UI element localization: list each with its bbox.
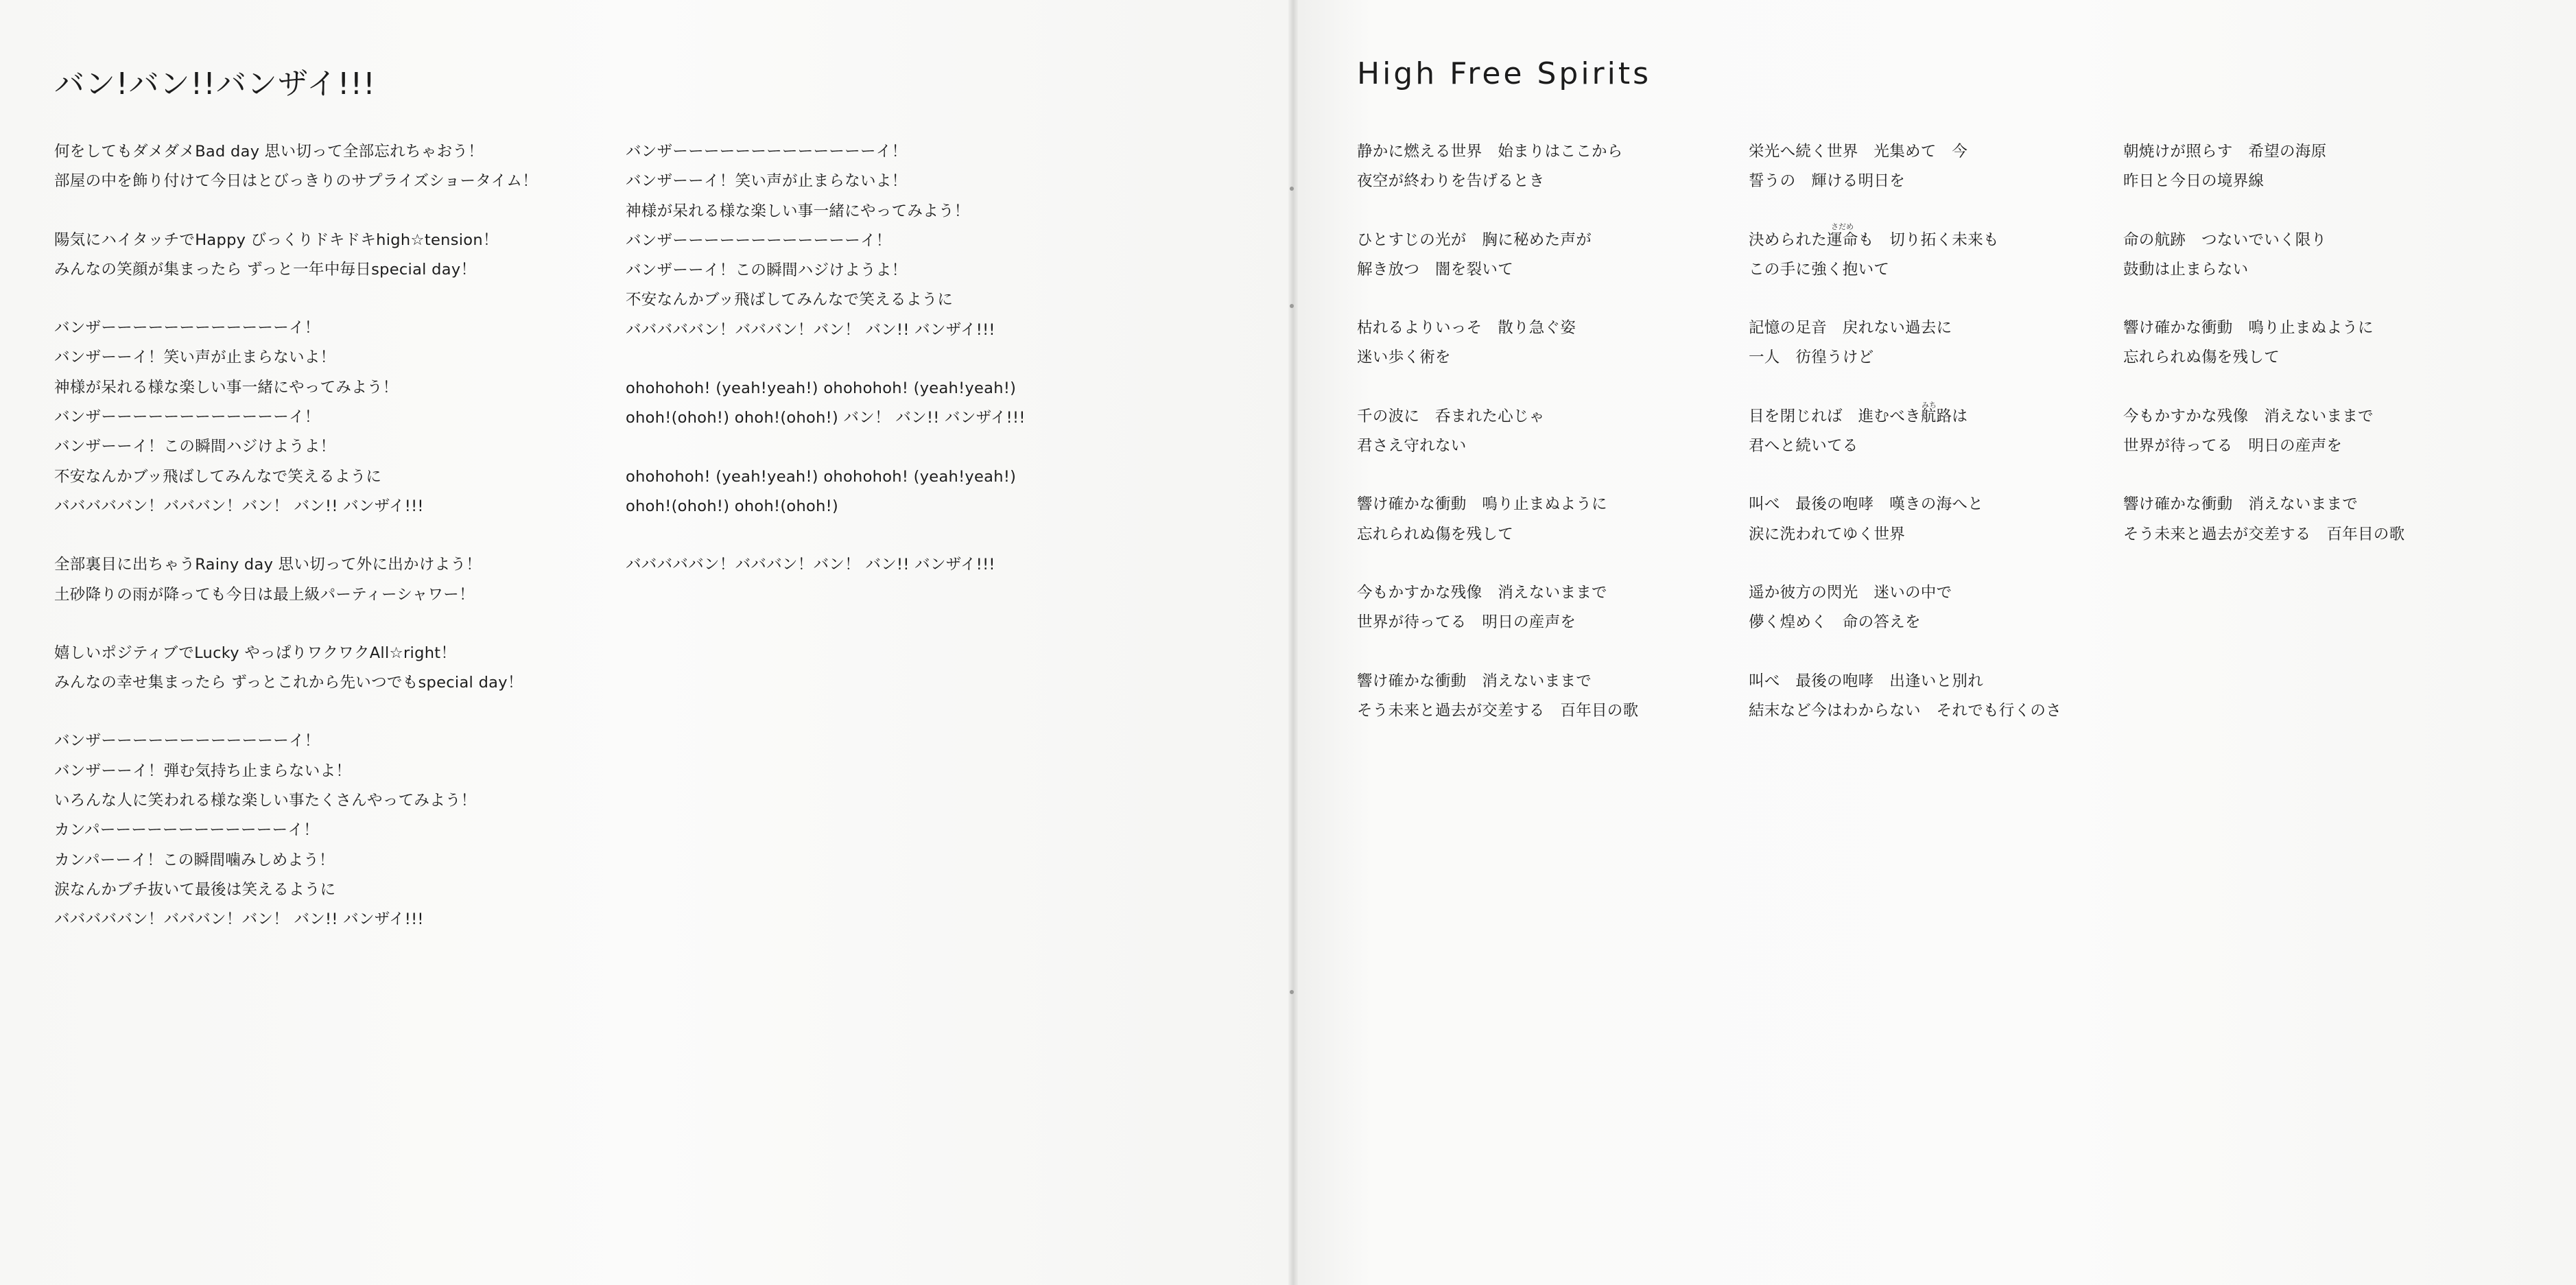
lyric-line: カンパーーイ！この瞬間噛みしめよう！ (54, 851, 335, 869)
lyric-line: 解き放つ 闇を裂いて (1357, 260, 1514, 279)
lyric-line: 全部裏目に出ちゃうRainy day 思い切って外に出かけよう！ (54, 556, 482, 574)
lyric-stanza (626, 374, 1026, 434)
lyric-line: みんなの笑顔が集まったら ずっと一年中毎日special day！ (54, 260, 477, 279)
lyric-line: 神様が呆れる様な楽しい事一緒にやってみよう！ (54, 378, 399, 397)
lyric-stanza (1749, 578, 2061, 638)
lyrics-column (2123, 137, 2404, 578)
lyric-line: 今もかすかな残像 消えないままで (1357, 583, 1607, 602)
lyric-stanza (2123, 402, 2404, 462)
lyric-stanza (1357, 578, 1638, 638)
lyric-stanza (2123, 490, 2404, 550)
lyric-stanza (1357, 667, 1638, 727)
lyric-stanza (54, 137, 538, 197)
lyric-line: バンザーーーーーーーーーーーーイ！ (54, 408, 320, 427)
lyric-line: 何をしてもダメダメBad day 思い切って全部忘れちゃおう！ (54, 143, 484, 161)
lyric-line: 誓うの 輝ける明日を (1749, 172, 1906, 191)
lyric-line: バンザーーーーーーーーーーーーイ！ (54, 732, 320, 751)
lyric-stanza (1749, 667, 2061, 727)
lyric-stanza (54, 314, 538, 521)
lyric-line: バンザーーイ！この瞬間ハジけようよ！ (54, 438, 336, 456)
lyric-stanza (54, 727, 538, 934)
lyric-line: バンザーーイ！笑い声が止まらないよ！ (626, 172, 908, 191)
lyric-line: 土砂降りの雨が降っても今日は最上級パーティーシャワー！ (54, 585, 475, 604)
lyric-stanza (1357, 226, 1638, 285)
lyric-stanza (54, 550, 538, 610)
lyric-stanza (1357, 314, 1638, 373)
lyric-line: 不安なんかブッ飛ばしてみんなで笑えるように (54, 467, 382, 486)
lyric-line: バババババン！バババン！バン！ バン!! バンザイ!!! (626, 556, 995, 574)
lyric-line: 昨日と今日の境界線 (2123, 172, 2265, 191)
lyric-line: みんなの幸せ集まったら ずっとこれから先いつでもspecial day！ (54, 674, 523, 692)
lyric-line: 叫べ 最後の咆哮 出逢いと別れ (1749, 672, 1984, 690)
lyric-line: ohohohoh! (yeah!yeah!) ohohohoh! (yeah!yeah!) (626, 379, 1017, 398)
lyric-line: 夜空が終わりを告げるとき (1357, 172, 1545, 191)
lyric-line: バンザーーーーーーーーーーーーーイ！ (626, 143, 908, 161)
ruby-annotation: さだめ (1831, 222, 1854, 231)
lyric-line: 千の波に 呑まれた心じゃ (1357, 407, 1545, 425)
lyric-line: 響け確かな衝動 鳴り止まぬように (1357, 495, 1607, 514)
lyric-line: 忘れられぬ傷を残して (1357, 525, 1514, 543)
lyric-line: 栄光へ続く世界 光集めて 今 (1749, 143, 1968, 161)
lyrics-column (54, 137, 538, 964)
ruby-annotation: みち (1922, 401, 1937, 410)
lyric-line: 結末など今はわからない それでも行くのさ (1749, 701, 2062, 720)
song-title-banzai: バン!バン!!バンザイ!!! (54, 67, 376, 102)
lyric-line: 世界が待ってる 明日の産声を (2123, 437, 2343, 456)
lyric-stanza (54, 639, 538, 698)
lyric-line: バババババン！バババン！バン！ バン!! バンザイ!!! (626, 320, 995, 339)
lyric-line: 部屋の中を飾り付けて今日はとびっきりのサプライズショータイム！ (54, 172, 539, 191)
lyric-line: バンザーーイ！この瞬間ハジけようよ！ (626, 261, 908, 280)
lyric-line: 君さえ守れない (1357, 437, 1467, 456)
lyric-line: 響け確かな衝動 消えないままで (1357, 672, 1592, 690)
lyric-line: 君へと続いてる (1749, 437, 1858, 456)
lyric-line: バンザーーイ！弾む気持ち止まらないよ！ (54, 762, 352, 780)
lyric-line: そう未来と過去が交差する 百年目の歌 (1357, 701, 1639, 720)
lyric-line: ひとすじの光が 胸に秘めた声が (1357, 231, 1592, 249)
binding-mark (1290, 304, 1294, 308)
lyric-stanza (1749, 490, 2061, 550)
lyric-line: 響け確かな衝動 鳴り止まぬように (2123, 319, 2374, 338)
lyric-line: 決められた運命も 切り拓く未来も (1749, 231, 1999, 249)
lyric-line: 嬉しいポジティブでLucky やっぱりワクワクAll☆right！ (54, 644, 457, 662)
lyric-line: 目を閉じれば 進むべき航路は (1749, 407, 1968, 425)
lyric-line: 儚く煌めく 命の答えを (1749, 613, 1921, 632)
lyric-line: ohoh!(ohoh!) ohoh!(ohoh!) (626, 497, 839, 515)
lyric-line: バンザーーーーーーーーーーーーイ！ (626, 231, 892, 250)
lyric-stanza (1357, 490, 1638, 550)
lyric-stanza (1749, 137, 2061, 197)
lyric-line: バババババン！バババン！バン！ バン!! バンザイ!!! (54, 497, 424, 515)
lyric-line: 忘れられぬ傷を残して (2123, 349, 2280, 367)
lyric-line: 神様が呆れる様な楽しい事一緒にやってみよう！ (626, 202, 970, 220)
lyric-line: 朝焼けが照らす 希望の海原 (2123, 143, 2327, 161)
lyric-stanza (626, 550, 1026, 580)
lyric-stanza (1749, 314, 2061, 373)
lyric-stanza (2123, 226, 2404, 285)
lyric-line: ohoh!(ohoh!) ohoh!(ohoh!) バン！ バン!! バンザイ!!! (626, 409, 1026, 427)
lyric-line: 涙に洗われてゆく世界 (1749, 525, 1906, 543)
lyric-line: 枯れるよりいっそ 散り急ぐ姿 (1357, 319, 1576, 338)
binding-mark (1290, 990, 1294, 994)
lyric-line: いろんな人に笑われる様な楽しい事たくさんやってみよう！ (54, 792, 477, 810)
lyrics-column (1357, 137, 1638, 755)
lyric-line: 不安なんかブッ飛ばしてみんなで笑えるように (626, 291, 954, 309)
lyric-line: 世界が待ってる 明日の産声を (1357, 613, 1576, 632)
lyric-line: 記憶の足音 戻れない過去に (1749, 319, 1952, 338)
lyrics-column (626, 137, 1026, 609)
lyric-stanza (1749, 402, 2061, 462)
lyric-line: バババババン！バババン！バン！ バン!! バンザイ!!! (54, 910, 424, 929)
lyric-line: カンパーーーーーーーーーーーーイ！ (54, 821, 320, 840)
lyric-line: そう未来と過去が交差する 百年目の歌 (2123, 525, 2405, 543)
lyric-line: 命の航跡 つないでいく限り (2123, 231, 2327, 249)
binding-mark (1290, 187, 1294, 191)
lyric-line: 遥か彼方の閃光 迷いの中で (1749, 583, 1952, 602)
lyric-stanza (2123, 314, 2404, 373)
lyric-line: 静かに燃える世界 始まりはここから (1357, 143, 1623, 161)
lyric-stanza (1357, 402, 1638, 462)
lyric-line: バンザーーーーーーーーーーーーイ！ (54, 319, 320, 338)
lyric-stanza (1749, 226, 2061, 285)
lyric-stanza (54, 226, 538, 285)
lyric-line: ohohohoh! (yeah!yeah!) ohohohoh! (yeah!yeah!) (626, 467, 1017, 486)
lyric-line: 鼓動は止まらない (2123, 260, 2249, 279)
lyric-line: 今もかすかな残像 消えないままで (2123, 407, 2374, 425)
lyric-stanza (2123, 137, 2404, 197)
page-gutter (1288, 0, 1298, 1285)
lyric-line: 迷い歩く術を (1357, 349, 1451, 367)
lyric-stanza (626, 137, 1026, 345)
lyric-line: バンザーーイ！笑い声が止まらないよ！ (54, 349, 336, 367)
lyric-line: この手に強く抱いて (1749, 260, 1890, 279)
lyric-stanza (626, 462, 1026, 522)
lyric-line: 叫べ 最後の咆哮 嘆きの海へと (1749, 495, 1984, 514)
lyric-line: 響け確かな衝動 消えないままで (2123, 495, 2359, 514)
lyric-line: 陽気にハイタッチでHappy びっくりドキドキhigh☆tension！ (54, 231, 499, 249)
lyric-line: 涙なんかブチ抜いて最後は笑えるように (54, 880, 336, 899)
lyric-line: 一人 彷徨うけど (1749, 349, 1874, 367)
song-title-high-free-spirits: High Free Spirits (1357, 56, 1652, 91)
lyric-stanza (1357, 137, 1638, 197)
lyrics-column (1749, 137, 2061, 755)
